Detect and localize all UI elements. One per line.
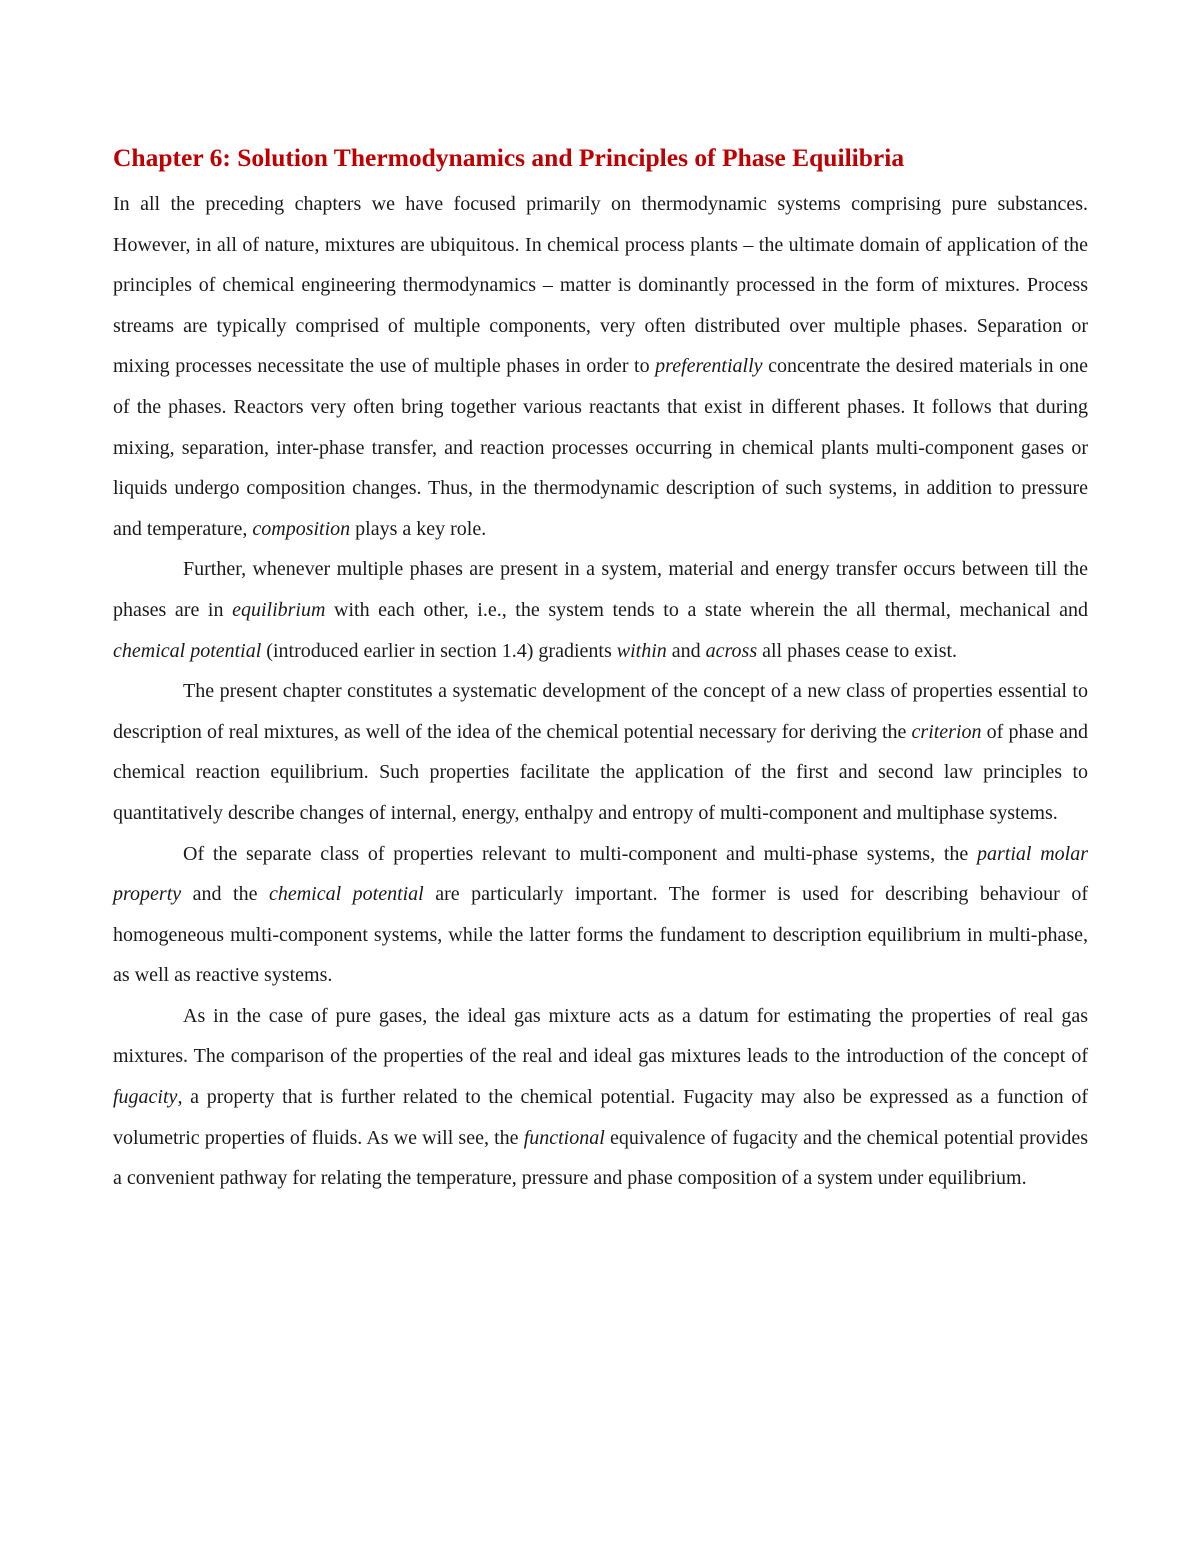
emphasis-text: preferentially — [655, 355, 763, 378]
emphasis-text: within — [616, 639, 667, 662]
paragraph-text: Further, whenever multiple phases are present in a system, material and energy transfer occurs between till the phases are in — [113, 558, 1088, 621]
paragraph-text: of phase and chemical reaction equilibrium. Such properties facilitate the application of the first and second law principles to quantitatively describe changes of internal, energy, enthalpy and entropy of multi-component and multiphase systems. — [113, 720, 1088, 824]
paragraph-text: are particularly important. The former is used for describing behaviour of homogeneous multi-component systems, while the latter forms the fundament to description equilibrium in multi-phase, as well as reactive systems. — [113, 883, 1089, 987]
paragraph-properties — [113, 834, 1088, 996]
paragraph-text: and — [666, 639, 706, 662]
paragraph-phases — [113, 549, 1088, 671]
emphasis-text: partial molar property — [113, 842, 1088, 906]
paragraph-text: Of the separate class of properties relevant to multi-component and multi-phase systems, the — [183, 842, 978, 865]
paragraph-text: (introduced earlier in section 1.4) gradients — [261, 639, 617, 662]
emphasis-text: fugacity — [113, 1086, 178, 1109]
emphasis-text: criterion — [911, 720, 982, 743]
paragraph-text: equivalence of fugacity and the chemical potential provides a convenient pathway for relating the temperature, pressure and phase composition of a system under equilibrium. — [113, 1126, 1089, 1190]
document-page — [113, 138, 1088, 1199]
paragraph-text: , a property that is further related to the chemical potential. Fugacity may also be expressed as a function of volumetric properties of fluids. As we will see, the — [113, 1086, 1088, 1149]
paragraph-text: and the — [181, 883, 269, 906]
emphasis-text: equilibrium — [232, 598, 326, 621]
paragraph-fugacity — [113, 996, 1088, 1199]
paragraph-text: In all the preceding chapters we have focused primarily on thermodynamic systems comprising pure substances. However, in all of nature, mixtures are ubiquitous. In chemical process plants – the ultimate domain of application of the principles of chemical engineering thermodynamics – matter is dominantly processed in the form of mixtures. Process streams are typically comprised of multiple components, very often distributed over multiple phases. Separation or mixing processes necessitate the use of multiple phases in order to — [113, 193, 1088, 378]
paragraph-text: plays a key role. — [350, 517, 487, 540]
emphasis-text: composition — [252, 517, 351, 540]
paragraph-text: all phases cease to exist. — [757, 639, 958, 662]
chapter-title: Chapter 6: Solution Thermodynamics and Principles of Phase Equilibria — [113, 143, 905, 172]
paragraph-text: concentrate the desired materials in one of the phases. Reactors very often bring together various reactants that exist in different phases. It follows that during mixing, separation, inter-phase transfer, and reaction processes occurring in chemical plants multi-component gases or liquids undergo composition changes. Thus, in the thermodynamic description of such systems, in addition to pressure and temperature, — [113, 355, 1088, 540]
paragraph-text: As in the case of pure gases, the ideal gas mixture acts as a datum for estimating the properties of real gas mixtures. The comparison of the properties of the real and ideal gas mixtures leads to the introduction of the concept of — [113, 1004, 1088, 1068]
emphasis-text: functional — [523, 1126, 605, 1149]
emphasis-text: across — [705, 639, 758, 662]
emphasis-text: chemical potential — [268, 883, 424, 906]
paragraph-intro — [113, 184, 1088, 549]
paragraph-text: The present chapter constitutes a systematic development of the concept of a new class of properties essential to description of real mixtures, as well of the idea of the chemical potential necessary for deriving the — [113, 680, 1088, 743]
paragraph-text: with each other, i.e., the system tends to a state wherein the all thermal, mechanical and — [325, 598, 1088, 621]
emphasis-text: chemical potential — [113, 639, 262, 662]
paragraph-chapter-scope — [113, 671, 1088, 833]
